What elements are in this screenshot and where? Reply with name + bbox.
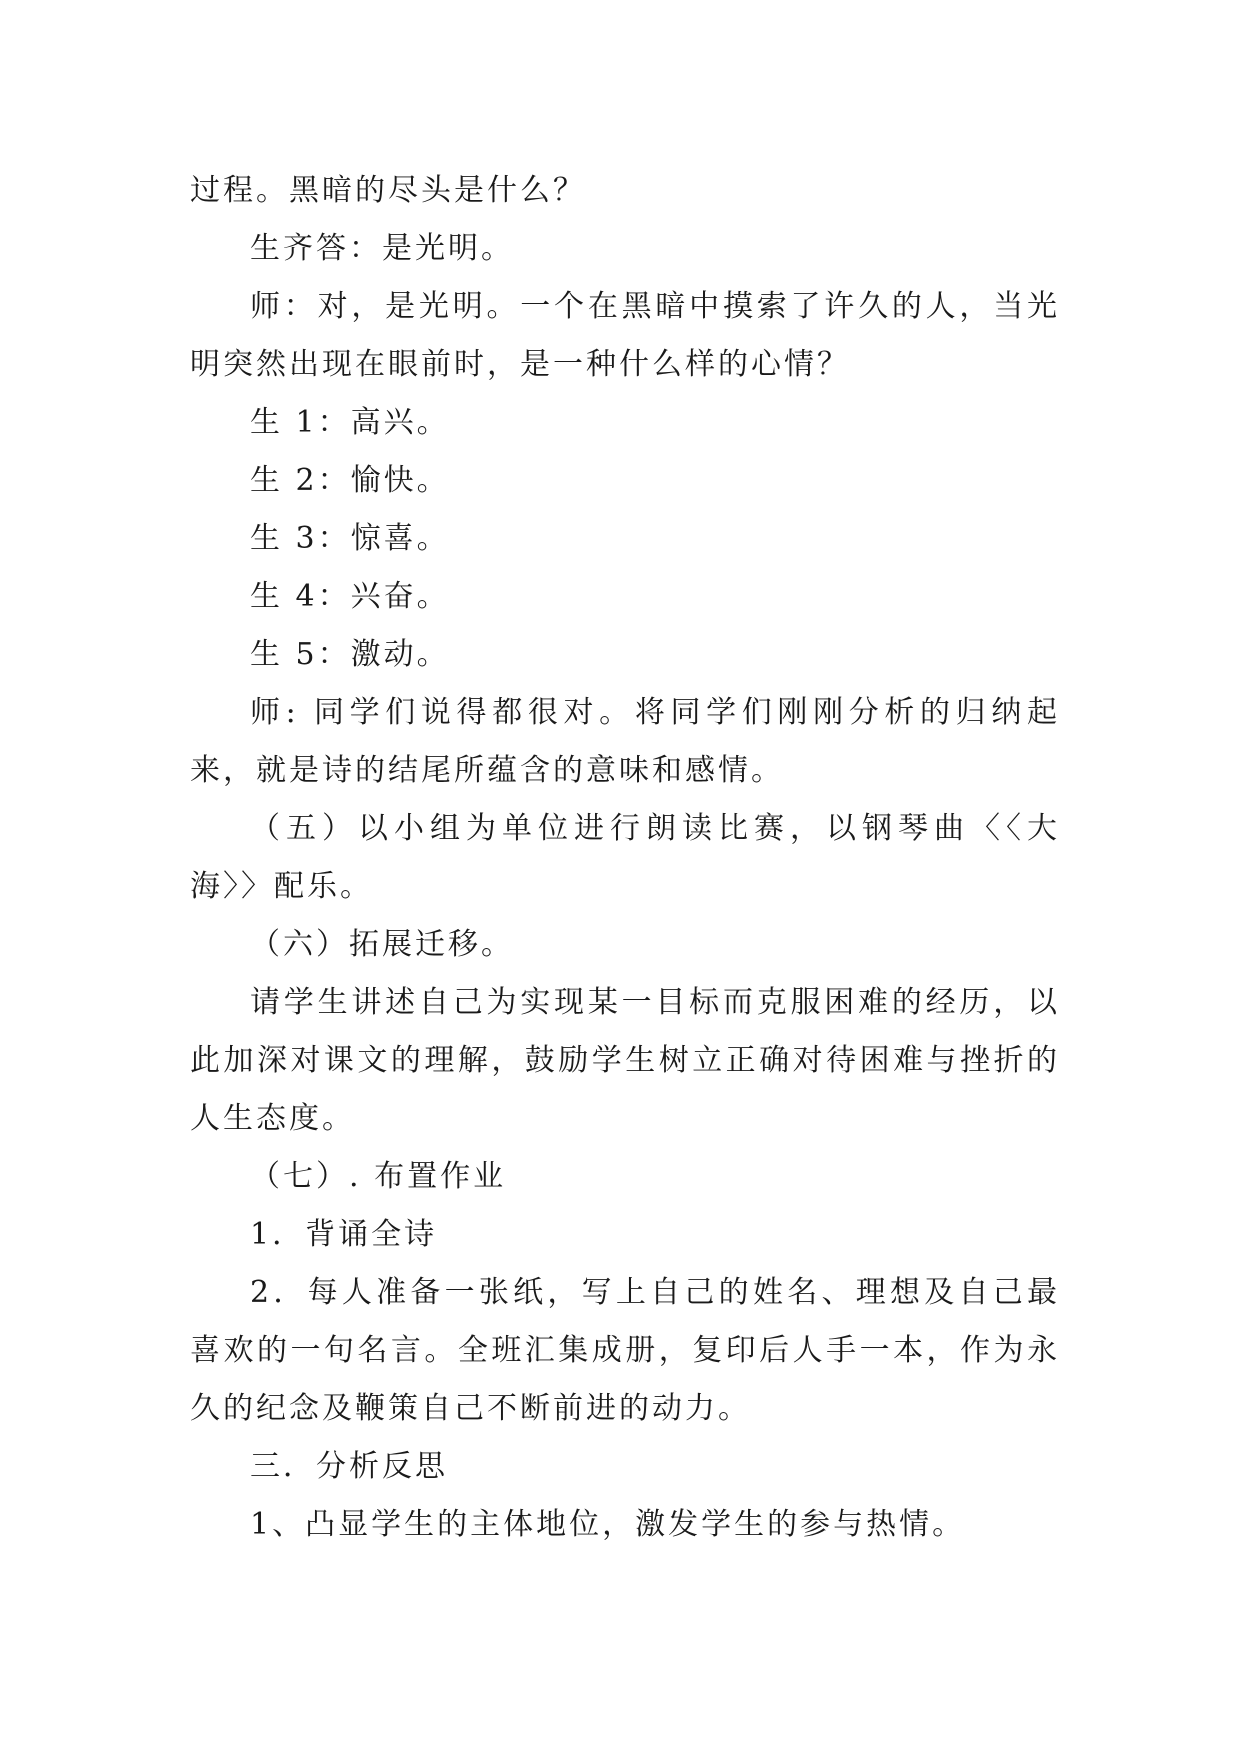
paragraph-student-2: 生 2：愉快。: [250, 463, 450, 498]
paragraph-students-answer: 生齐答：是光明。: [250, 231, 514, 266]
paragraph-student-5: 生 5：激动。: [250, 637, 450, 672]
paragraph-homework-2: 2．每人准备一张纸，写上自己的姓名、理想及自己最喜欢的一句名言。全班汇集成册，复印后人手一本，作为永久的纪念及鞭策自己不断前进的动力。: [190, 1275, 1060, 1426]
document-body: [190, 162, 1060, 1554]
paragraph-student-1: 生 1：高兴。: [250, 405, 450, 440]
paragraph-part-3-heading: 三．分析反思: [250, 1449, 448, 1484]
paragraph-student-3: 生 3：惊喜。: [250, 521, 450, 556]
paragraph-reflection-1: 1、凸显学生的主体地位，激发学生的参与热情。: [250, 1507, 966, 1542]
paragraph-section-6-heading: （六）拓展迁移。: [250, 927, 514, 962]
paragraph-student-4: 生 4：兴奋。: [250, 579, 450, 614]
paragraph-section-7-heading: （七）. 布置作业: [250, 1159, 507, 1194]
paragraph-continuation: 过程。黑暗的尽头是什么？: [190, 173, 586, 208]
paragraph-teacher-summary: 师: 同学们说得都很对。将同学们刚刚分析的归纳起来，就是诗的结尾所蕴含的意味和感情。: [190, 695, 1060, 788]
paragraph-section-6-body: 请学生讲述自己为实现某一目标而克服困难的经历，以此加深对课文的理解，鼓励学生树立正确对待困难与挫折的人生态度。: [190, 985, 1060, 1136]
paragraph-teacher-question: 师：对，是光明。一个在黑暗中摸索了许久的人，当光明突然出现在眼前时，是一种什么样的心情？: [190, 289, 1060, 382]
paragraph-section-5: （五）以小组为单位进行朗读比赛，以钢琴曲〈〈大海〉〉配乐。: [190, 811, 1060, 904]
paragraph-homework-1: 1．背诵全诗: [250, 1217, 438, 1252]
